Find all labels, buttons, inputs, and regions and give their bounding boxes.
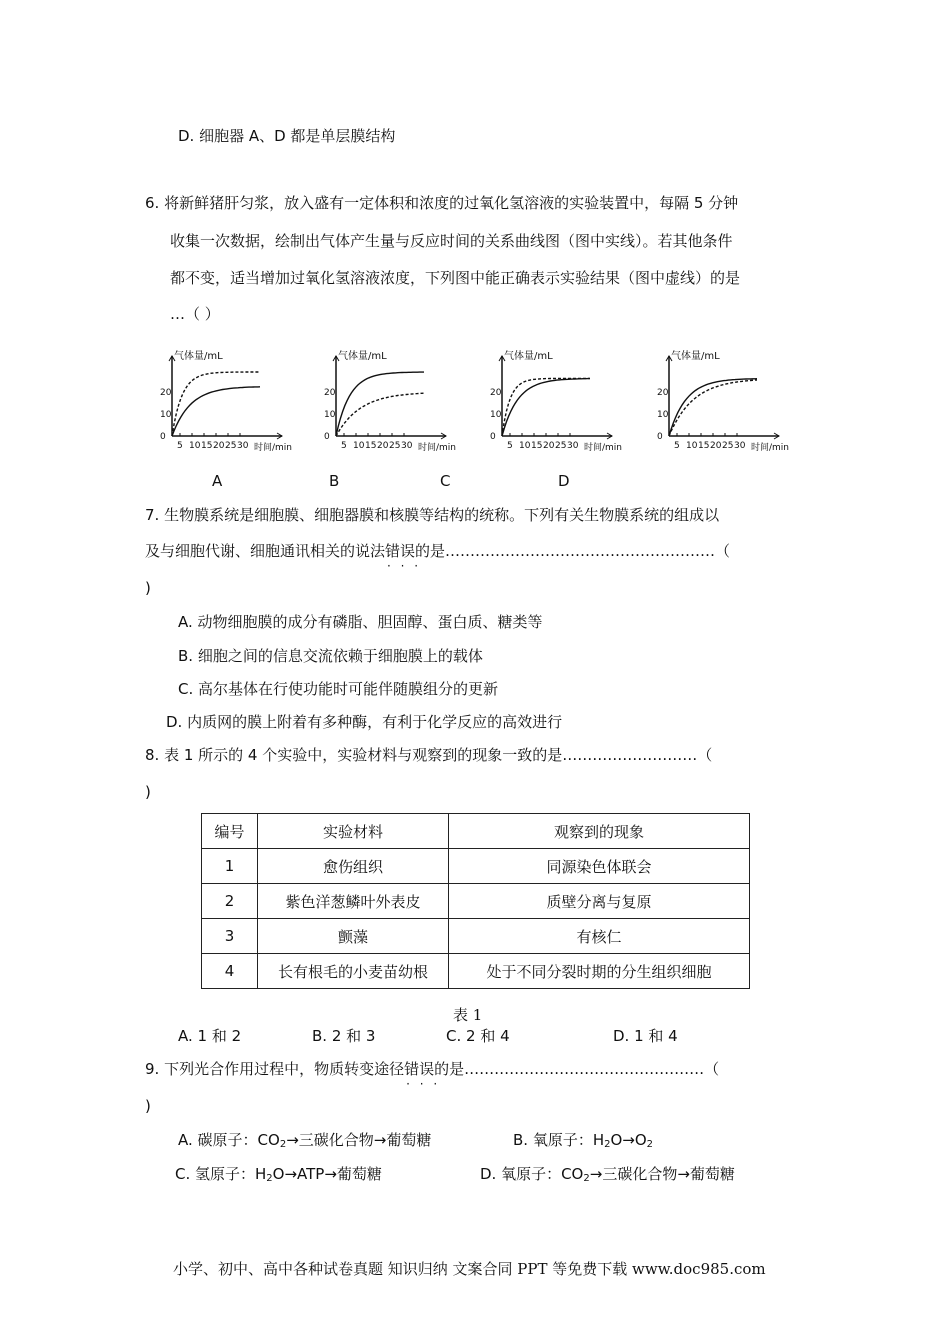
x-tick-label: 15: [365, 441, 377, 451]
y-tick-label: 0: [324, 432, 330, 442]
q6-stem-line3: 都不变，适当增加过氧化氢溶液浓度，下列图中能正确表示实验结果（图中虚线）的是: [170, 269, 741, 287]
dashed-curve: [336, 393, 424, 436]
table-caption: 表 1: [453, 1006, 483, 1024]
x-tick-label: 25: [389, 441, 401, 451]
table-cell: 紫色洋葱鳞叶外表皮: [258, 884, 449, 919]
table-cell: 长有根毛的小麦苗幼根: [258, 954, 449, 989]
q9-option-a: [178, 1130, 431, 1155]
x-tick-label: 30: [401, 441, 413, 451]
solid-curve: [172, 387, 260, 436]
table-cell: 1: [202, 849, 258, 884]
q9-b-sub1: 2: [604, 1139, 611, 1150]
q8-option-c: C. 2 和 4: [446, 1027, 510, 1045]
q7-option-b: B. 细胞之间的信息交流依赖于细胞膜上的载体: [178, 647, 483, 665]
y-axis-label: 气体量/mL: [174, 351, 223, 362]
q8-option-a: A. 1 和 2: [178, 1027, 242, 1045]
y-tick-label: 10: [490, 410, 502, 420]
x-tick-label: 25: [555, 441, 567, 451]
q9-a-post: →三碳化合物→葡萄糖: [286, 1131, 432, 1149]
q7-option-c: C. 高尔基体在行使功能时可能伴随膜组分的更新: [178, 680, 499, 698]
y-tick-label: 20: [657, 388, 669, 398]
x-tick-label: 30: [237, 441, 249, 451]
x-axis-label: 时间/min: [254, 443, 293, 453]
q9-d-post: →三碳化合物→葡萄糖: [589, 1165, 735, 1183]
page-footer: 小学、初中、高中各种试卷真题 知识归纳 文案合同 PPT 等免费下载 www.doc985.com: [173, 1260, 766, 1278]
x-axis-label: 时间/min: [418, 443, 457, 453]
y-tick-label: 10: [160, 410, 172, 420]
graph-label-b: B: [329, 472, 340, 490]
table-cell: 颤藻: [258, 919, 449, 954]
q9-option-b: [513, 1130, 653, 1155]
table-cell: 同源染色体联会: [449, 849, 750, 884]
q6-stem-line2: 收集一次数据，绘制出气体产生量与反应时间的关系曲线图（图中实线）。若其他条件: [170, 232, 733, 250]
x-tick-label: 25: [722, 441, 734, 451]
q6-stem-line4: …（ ）: [170, 305, 220, 323]
y-tick-label: 10: [657, 410, 669, 420]
x-tick-label: 20: [377, 441, 389, 451]
table-header-cell: 实验材料: [258, 814, 449, 849]
x-tick-label: 10: [519, 441, 531, 451]
table-row: [202, 954, 750, 989]
graph-label-a: A: [212, 472, 223, 490]
q9-c-pre: C. 氢原子：H: [175, 1165, 267, 1183]
x-tick-label: 25: [225, 441, 237, 451]
table-cell: 有核仁: [449, 919, 750, 954]
table-cell: 2: [202, 884, 258, 919]
x-tick-label: 5: [674, 441, 680, 451]
q9-stem-line2: ): [145, 1097, 151, 1115]
q7-option-d: D. 内质网的膜上附着有多种酶，有利于化学反应的高效进行: [166, 713, 563, 731]
q9-d-pre: D. 氧原子：CO: [480, 1165, 584, 1183]
x-tick-label: 5: [341, 441, 347, 451]
y-tick-label: 0: [490, 432, 496, 442]
q9-b-pre: B. 氧原子：H: [513, 1131, 605, 1149]
table-cell: 质壁分离与复原: [449, 884, 750, 919]
dashed-curve: [172, 372, 260, 436]
table-row: [202, 884, 750, 919]
x-tick-label: 5: [507, 441, 513, 451]
graph-c: [488, 344, 638, 464]
table-cell: 4: [202, 954, 258, 989]
x-tick-label: 30: [734, 441, 746, 451]
solid-curve: [502, 379, 590, 436]
table-header-row: [202, 814, 750, 849]
graph-a: [158, 344, 308, 464]
x-tick-label: 10: [686, 441, 698, 451]
table-row: [202, 849, 750, 884]
y-tick-label: 20: [490, 388, 502, 398]
x-tick-label: 15: [698, 441, 710, 451]
q9-option-c: [175, 1164, 382, 1189]
table-row: [202, 919, 750, 954]
table-header-cell: 编号: [202, 814, 258, 849]
q8-stem-line2: ): [145, 783, 151, 801]
q9-a-pre: A. 碳原子：CO: [178, 1131, 280, 1149]
graph-label-c: C: [440, 472, 451, 490]
q9-option-d: [480, 1164, 735, 1189]
y-tick-label: 10: [324, 410, 336, 420]
x-tick-label: 20: [710, 441, 722, 451]
q8-option-b: B. 2 和 3: [312, 1027, 376, 1045]
dashed-curve: [502, 378, 590, 436]
table-cell: 愈伤组织: [258, 849, 449, 884]
y-axis-label: 气体量/mL: [338, 351, 387, 362]
q9-stem-part1: 9. 下列光合作用过程中，物质转变途径: [145, 1060, 405, 1078]
y-tick-label: 0: [160, 432, 166, 442]
q5-option-d: D. 细胞器 A、D 都是单层膜结构: [178, 127, 396, 145]
q9-stem-line1: [145, 1059, 719, 1079]
q7-option-a: A. 动物细胞膜的成分有磷脂、胆固醇、蛋白质、糖类等: [178, 613, 543, 631]
q9-a-sub: 2: [279, 1139, 287, 1150]
x-tick-label: 5: [177, 441, 183, 451]
dashed-curve: [669, 380, 757, 436]
x-tick-label: 15: [531, 441, 543, 451]
q9-c-post: O→ATP→葡萄糖: [272, 1165, 382, 1183]
x-tick-label: 10: [353, 441, 365, 451]
table-header-cell: 观察到的现象: [449, 814, 750, 849]
graph-b: [322, 344, 472, 464]
x-tick-label: 20: [543, 441, 555, 451]
y-tick-label: 20: [160, 388, 172, 398]
q6-stem-line1: 6. 将新鲜猪肝匀浆，放入盛有一定体积和浓度的过氧化氢溶液的实验装置中，每隔 5 分钟: [145, 194, 739, 212]
q8-table: [201, 813, 750, 989]
x-tick-label: 20: [213, 441, 225, 451]
x-tick-label: 10: [189, 441, 201, 451]
graph-d: [655, 344, 805, 464]
x-tick-label: 15: [201, 441, 213, 451]
q8-stem-line1: 8. 表 1 所示的 4 个实验中，实验材料与观察到的现象一致的是………………………（: [145, 746, 713, 764]
y-axis-label: 气体量/mL: [671, 351, 720, 362]
q9-b-sub2: 2: [646, 1139, 654, 1150]
q9-b-mid: O→O: [610, 1131, 647, 1149]
x-axis-label: 时间/min: [751, 443, 790, 453]
q9-c-sub: 2: [266, 1173, 273, 1184]
q9-d-sub: 2: [583, 1173, 590, 1184]
graph-label-d: D: [558, 472, 570, 490]
q8-option-d: D. 1 和 4: [613, 1027, 678, 1045]
y-tick-label: 20: [324, 388, 336, 398]
q7-stem-part3: 的是………………………………………………（: [415, 542, 731, 560]
y-axis-label: 气体量/mL: [504, 351, 553, 362]
q7-stem-part1: 及与细胞代谢、细胞通讯相关的说法: [145, 542, 386, 560]
q9-emphasis: 错误 · · ·: [404, 1060, 434, 1078]
y-tick-label: 0: [657, 432, 663, 442]
x-tick-label: 30: [567, 441, 579, 451]
q9-stem-part3: 的是…………………………………………（: [434, 1060, 720, 1078]
table-cell: 处于不同分裂时期的分生组织细胞: [449, 954, 750, 989]
q7-stem-line1: 7. 生物膜系统是细胞膜、细胞器膜和核膜等结构的统称。下列有关生物膜系统的组成以: [145, 506, 720, 524]
solid-curve: [336, 372, 424, 436]
q7-stem-line3: ): [145, 579, 151, 597]
q7-emphasis: 错误 · · ·: [385, 542, 415, 560]
q7-stem-line2: [145, 541, 730, 561]
table-cell: 3: [202, 919, 258, 954]
x-axis-label: 时间/min: [584, 443, 623, 453]
